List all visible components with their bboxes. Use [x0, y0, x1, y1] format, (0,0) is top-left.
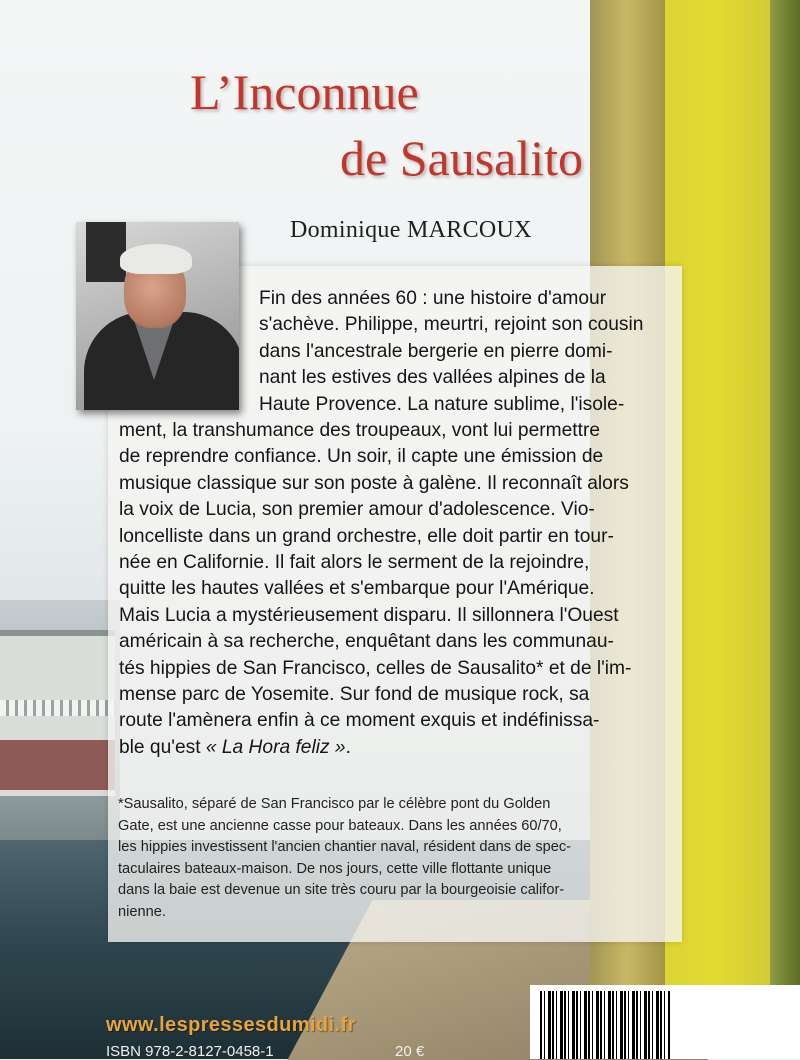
summary-line: route l'amènera enfin à ce moment exquis et indéfinissa- [119, 710, 600, 732]
summary-line: Haute Provence. La nature sublime, l'isole- [259, 393, 625, 415]
footnote-line: dans la baie est devenue un site très couru par la bourgeoisie califor- [118, 882, 565, 898]
barcode [530, 985, 800, 1059]
houseboat-hull [0, 740, 115, 790]
summary-end: . [345, 736, 351, 758]
summary-line: loncelliste dans un grand orchestre, elle doit partir en tour- [119, 525, 614, 547]
summary-line: Mais Lucia a mystérieusement disparu. Il sillonnera l'Ouest [119, 604, 619, 626]
summary-line: de reprendre confiance. Un soir, il capte une émission de [119, 446, 604, 468]
summary-line: mense parc de Yosemite. Sur fond de musique rock, sa [119, 684, 590, 705]
summary-line: Fin des années 60 : une histoire d'amour [259, 288, 607, 309]
summary-line: s'achève. Philippe, meurtri, rejoint son cousin [259, 314, 644, 336]
summary-line: musique classique sur son poste à galène. Il reconnaît alors [119, 472, 629, 494]
author-name: Dominique MARCOUX [290, 217, 532, 243]
footnote-line: les hippies investissent l'ancien chantier naval, résident dans de spec- [118, 839, 572, 855]
summary-line: quitte les hautes vallées et s'embarque pour l'Amérique. [119, 578, 595, 600]
footnote-line: taculaires bateaux-maison. De nos jours, cette ville flottante unique [118, 860, 552, 877]
footnote-line: Gate, est une ancienne casse pour bateaux. Dans les années 60/70, [118, 817, 562, 834]
book-title [150, 60, 620, 200]
footnote-line: nienne. [118, 903, 166, 920]
publisher-url[interactable]: www.lespressesdumidi.fr [106, 1014, 356, 1036]
price: 20 € [395, 1043, 425, 1060]
title-line-2: de Sausalito [340, 130, 584, 186]
houseboat-railing [0, 700, 115, 716]
summary-line: dans l'ancestrale bergerie en pierre domi- [259, 340, 613, 362]
summary-line: tés hippies de San Francisco, celles de Sausalito* et de l'im- [119, 657, 632, 679]
isbn: ISBN 978-2-8127-0458-1 [106, 1043, 274, 1060]
summary-line: nant les estives des vallées alpines de la [259, 367, 606, 389]
footnote-line: *Sausalito, séparé de San Francisco par le célèbre pont du Golden [118, 796, 551, 812]
green-edge [770, 0, 800, 1059]
summary-line: la voix de Lucia, son premier amour d'adolescence. Vio- [119, 499, 595, 521]
summary-quote: « La Hora feliz » [205, 736, 346, 758]
summary-line: ment, la transhumance des troupeaux, vont lui permettre [119, 420, 601, 441]
summary-line: ble qu'est [119, 736, 206, 758]
summary-line: américain à sa recherche, enquêtant dans les communau- [119, 631, 614, 653]
author-photo [76, 222, 239, 410]
summary-line: née en Californie. Il fait alors le serment de la rejoindre, [119, 552, 590, 573]
title-line-1: L’Inconnue [190, 64, 419, 120]
